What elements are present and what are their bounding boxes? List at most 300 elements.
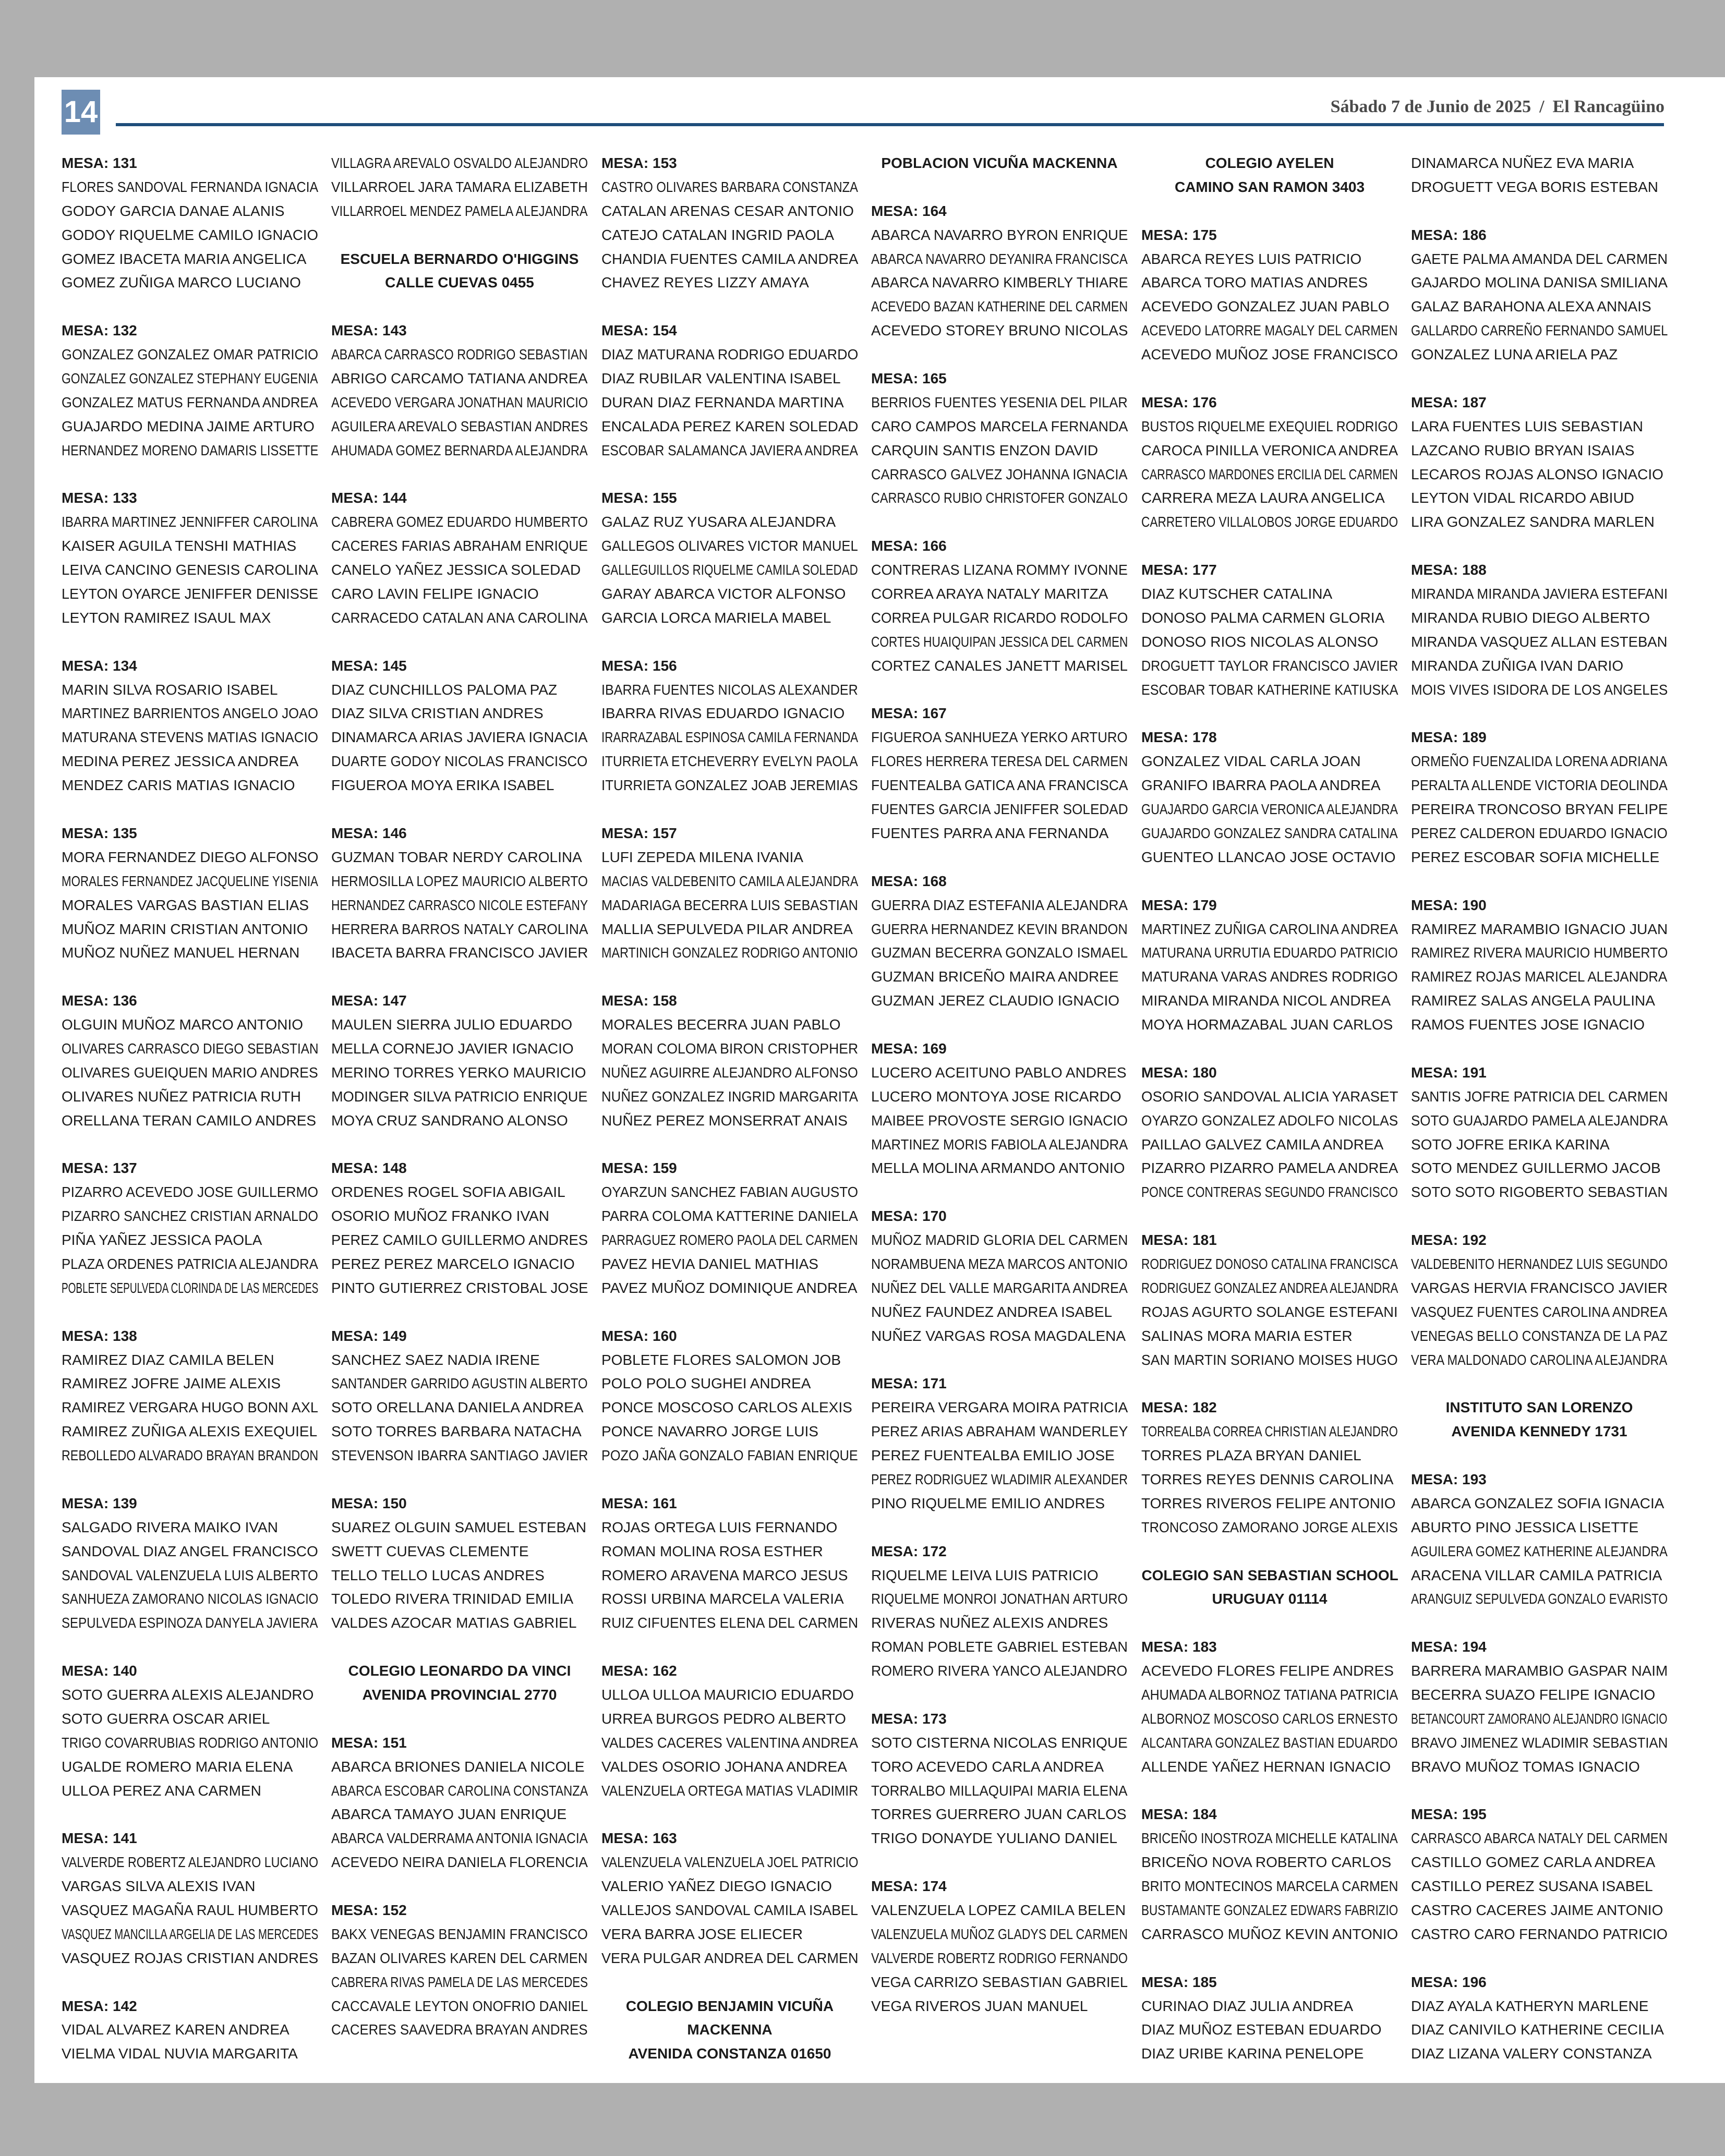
voter-name: VALDES CACERES VALENTINA ANDREA [601, 1734, 859, 1751]
voter-name: PEREZ FUENTEALBA EMILIO JOSE [871, 1447, 1115, 1464]
voter-name: VENEGAS BELLO CONSTANZA DE LA PAZ [1411, 1327, 1668, 1344]
mesa-number: MESA: 193 [1411, 1471, 1487, 1487]
voter-name: LEYTON OYARCE JENIFFER DENISSE [62, 586, 318, 602]
voter-name: RAMIREZ ZUÑIGA ALEXIS EXEQUIEL [62, 1423, 318, 1440]
spacer [871, 678, 1128, 702]
voter-name: DIAZ URIBE KARINA PENELOPE [1141, 2045, 1364, 2062]
voter-name: ROJAS AGURTO SOLANGE ESTEFANI [1141, 1303, 1398, 1320]
voter-name: POBLETE FLORES SALOMON JOB [601, 1351, 841, 1368]
voter-name: RAMIREZ VERGARA HUGO BONN AXL [62, 1399, 318, 1416]
voter-name: TORRALBO MILLAQUIPAI MARIA ELENA [871, 1782, 1128, 1799]
voter-name: MALLIA SEPULVEDA PILAR ANDREA [601, 920, 853, 937]
mesa-number: MESA: 155 [601, 490, 677, 506]
mesa-number: MESA: 179 [1141, 897, 1217, 913]
mesa-number: MESA: 136 [62, 992, 137, 1009]
publication-name: El Rancagüino [1552, 97, 1664, 116]
mesa-number: MESA: 161 [601, 1495, 677, 1511]
voter-name: TRIGO COVARRUBIAS RODRIGO ANTONIO [62, 1734, 319, 1751]
mesa-number: MESA: 188 [1411, 562, 1487, 578]
voter-name: VASQUEZ MAGAÑA RAUL HUMBERTO [62, 1902, 318, 1919]
voter-name: LEYTON VIDAL RICARDO ABIUD [1411, 490, 1634, 506]
voter-name: GUAJARDO MEDINA JAIME ARTURO [62, 418, 315, 434]
voter-name: OYARZUN SANCHEZ FABIAN AUGUSTO [601, 1184, 859, 1201]
header-rule [116, 123, 1664, 126]
voter-name: MERINO TORRES YERKO MAURICIO [331, 1064, 586, 1081]
voter-name: ROMERO ARAVENA MARCO JESUS [601, 1567, 848, 1583]
voter-name: CACCAVALE LEYTON ONOFRIO DANIEL [331, 1997, 588, 2014]
voter-name: CASTRO CARO FERNANDO PATRICIO [1411, 1925, 1668, 1942]
voter-name: SOTO CISTERNA NICOLAS ENRIQUE [871, 1734, 1128, 1751]
voter-name: TORRES REYES DENNIS CAROLINA [1141, 1471, 1394, 1487]
voter-name: GONZALEZ GONZALEZ STEPHANY EUGENIA [62, 370, 318, 387]
column-1 [62, 151, 318, 2066]
voter-name: FLORES SANDOVAL FERNANDA IGNACIA [62, 178, 319, 195]
mesa-number: MESA: 142 [62, 1997, 137, 2014]
voter-name: RAMIREZ JOFRE JAIME ALEXIS [62, 1375, 281, 1392]
mesa-number: MESA: 166 [871, 538, 947, 554]
voter-name: DIAZ AYALA KATHERYN MARLENE [1411, 1997, 1649, 2014]
voter-name: DIAZ MUÑOZ ESTEBAN EDUARDO [1141, 2021, 1382, 2038]
spacer [1141, 1204, 1398, 1228]
voter-name: PEREZ ARIAS ABRAHAM WANDERLEY [871, 1423, 1128, 1440]
mesa-number: MESA: 139 [62, 1495, 137, 1511]
voter-name: CASTRO OLIVARES BARBARA CONSTANZA [601, 178, 859, 195]
voter-name: LUCERO MONTOYA JOSE RICARDO [871, 1088, 1121, 1105]
voter-name: RAMOS FUENTES JOSE IGNACIO [1411, 1016, 1645, 1033]
spacer [871, 1013, 1128, 1037]
voter-name: VALVERDE ROBERTZ RODRIGO FERNANDO [871, 1949, 1128, 1966]
mesa-number: MESA: 151 [331, 1734, 407, 1751]
mesa-number: MESA: 190 [1411, 897, 1487, 913]
voter-name: GAETE PALMA AMANDA DEL CARMEN [1411, 250, 1668, 267]
spacer [601, 1300, 858, 1324]
spacer [62, 1635, 318, 1659]
voter-name: RAMIREZ MARAMBIO IGNACIO JUAN [1411, 920, 1668, 937]
voter-name: RODRIGUEZ DONOSO CATALINA FRANCISCA [1141, 1255, 1398, 1272]
spacer [601, 1635, 858, 1659]
voter-name: ULLOA ULLOA MAURICIO EDUARDO [601, 1687, 854, 1703]
mesa-number: MESA: 135 [62, 825, 137, 841]
voter-name: MOYA HORMAZABAL JUAN CARLOS [1141, 1016, 1393, 1033]
mesa-number: MESA: 194 [1411, 1639, 1487, 1655]
mesa-number: MESA: 196 [1411, 1973, 1487, 1990]
voter-name: MORALES VARGAS BASTIAN ELIAS [62, 897, 309, 913]
mesa-number: MESA: 178 [1141, 729, 1217, 746]
voter-name: ACEVEDO BAZAN KATHERINE DEL CARMEN [871, 298, 1128, 315]
voter-name: MARTINEZ BARRIENTOS ANGELO JOAO [62, 705, 318, 722]
voter-name: LEYTON RAMIREZ ISAUL MAX [62, 609, 271, 626]
voter-name: PIÑA YAÑEZ JESSICA PAOLA [62, 1232, 262, 1249]
voter-name: ROJAS ORTEGA LUIS FERNANDO [601, 1519, 838, 1535]
voter-name: GODOY RIQUELME CAMILO IGNACIO [62, 226, 318, 243]
mesa-number: MESA: 156 [601, 657, 677, 674]
column-5 [1141, 151, 1398, 2066]
voter-name: CURINAO DIAZ JULIA ANDREA [1141, 1997, 1354, 2014]
dateline-separator: / [1539, 97, 1545, 116]
voter-name: POZO JAÑA GONZALO FABIAN ENRIQUE [601, 1447, 858, 1464]
mesa-number: MESA: 167 [871, 705, 947, 722]
voter-name: DIAZ CUNCHILLOS PALOMA PAZ [331, 681, 558, 698]
mesa-number: MESA: 175 [1141, 226, 1217, 243]
mesa-number: MESA: 147 [331, 992, 407, 1009]
voter-name: VALENZUELA MUÑOZ GLADYS DEL CARMEN [871, 1925, 1128, 1942]
voter-name: MAULEN SIERRA JULIO EDUARDO [331, 1016, 573, 1033]
mesa-number: MESA: 138 [62, 1327, 137, 1344]
voter-name: ULLOA PEREZ ANA CARMEN [62, 1782, 261, 1799]
voter-name: ESCOBAR TOBAR KATHERINE KATIUSKA [1141, 681, 1398, 698]
voter-name: VEGA RIVEROS JUAN MANUEL [871, 1997, 1088, 2014]
spacer [601, 965, 858, 989]
voter-name: GOMEZ IBACETA MARIA ANGELICA [62, 250, 307, 267]
mesa-number: MESA: 191 [1411, 1064, 1487, 1081]
mesa-number: MESA: 132 [62, 322, 137, 339]
voter-name: VILLARROEL MENDEZ PAMELA ALEJANDRA [331, 202, 588, 219]
voter-name: CARRASCO MARDONES ERCILIA DEL CARMEN [1141, 466, 1398, 482]
voter-name: LUFI ZEPEDA MILENA IVANIA [601, 849, 803, 865]
voter-name: ORMEÑO FUENZALIDA LORENA ADRIANA [1411, 753, 1668, 770]
spacer [1141, 1611, 1398, 1635]
voter-name: AGUILERA AREVALO SEBASTIAN ANDRES [331, 418, 588, 434]
voter-name: CATALAN ARENAS CESAR ANTONIO [601, 202, 854, 219]
voter-name: CHAVEZ REYES LIZZY AMAYA [601, 274, 809, 291]
spacer [62, 463, 318, 487]
voter-name: LEIVA CANCINO GENESIS CAROLINA [62, 562, 318, 578]
voter-name: TORRES RIVEROS FELIPE ANTONIO [1141, 1495, 1396, 1511]
spacer [871, 175, 1128, 199]
voter-name: FUENTES PARRA ANA FERNANDA [871, 825, 1109, 841]
spacer [1411, 534, 1668, 558]
voter-name: CABRERA RIVAS PAMELA DE LAS MERCEDES [331, 1973, 588, 1990]
voter-name: RIQUELME LEIVA LUIS PATRICIO [871, 1567, 1099, 1583]
venue-heading: COLEGIO LEONARDO DA VINCI [348, 1663, 571, 1679]
voter-name: ROMERO RIVERA YANCO ALEJANDRO [871, 1663, 1128, 1679]
voter-name: MORALES FERNANDEZ JACQUELINE YISENIA [62, 873, 318, 889]
mesa-number: MESA: 148 [331, 1160, 407, 1177]
voter-name: ABARCA TORO MATIAS ANDRES [1141, 274, 1368, 291]
spacer [331, 1874, 588, 1898]
voter-name: SANDOVAL VALENZUELA LUIS ALBERTO [62, 1567, 318, 1583]
voter-name: DUARTE GODOY NICOLAS FRANCISCO [331, 753, 588, 770]
spacer [62, 797, 318, 821]
voter-name: FLORES HERRERA TERESA DEL CARMEN [871, 753, 1128, 770]
voter-name: ABARCA VALDERRAMA ANTONIA IGNACIA [331, 1830, 588, 1847]
mesa-number: MESA: 184 [1141, 1806, 1217, 1823]
venue-heading: URUGUAY 01114 [1212, 1591, 1328, 1607]
voter-name: ABARCA GONZALEZ SOFIA IGNACIA [1411, 1495, 1664, 1511]
voter-name: CHANDIA FUENTES CAMILA ANDREA [601, 250, 859, 267]
voter-name: TRIGO DONAYDE YULIANO DANIEL [871, 1830, 1117, 1847]
voter-name: KAISER AGUILA TENSHI MATHIAS [62, 538, 297, 554]
voter-name: PIZARRO PIZARRO PAMELA ANDREA [1141, 1160, 1398, 1177]
mesa-number: MESA: 145 [331, 657, 407, 674]
voter-name: BARRERA MARAMBIO GASPAR NAIM [1411, 1663, 1668, 1679]
voter-name: ABARCA ESCOBAR CAROLINA CONSTANZA [331, 1782, 588, 1799]
voter-name: TORRES PLAZA BRYAN DANIEL [1141, 1447, 1361, 1464]
voter-name: BRICEÑO INOSTROZA MICHELLE KATALINA [1141, 1830, 1398, 1847]
voter-name: GUZMAN BRICEÑO MAIRA ANDREE [871, 968, 1119, 985]
voter-name: SOTO MENDEZ GUILLERMO JACOB [1411, 1160, 1661, 1177]
voter-name: DONOSO RIOS NICOLAS ALONSO [1141, 633, 1379, 650]
voter-name: VIDAL ALVAREZ KAREN ANDREA [62, 2021, 289, 2038]
voter-name: PAVEZ HEVIA DANIEL MATHIAS [601, 1255, 818, 1272]
voter-name: DIAZ CANIVILO KATHERINE CECILIA [1411, 2021, 1664, 2038]
voter-name: MUÑOZ MARIN CRISTIAN ANTONIO [62, 920, 308, 937]
voter-name: DINAMARCA NUÑEZ EVA MARIA [1411, 155, 1634, 171]
voter-name: PEREZ ESCOBAR SOFIA MICHELLE [1411, 849, 1660, 865]
spacer [871, 1683, 1128, 1707]
venue-heading: AVENIDA PROVINCIAL 2770 [362, 1687, 557, 1703]
voter-name: ACEVEDO LATORRE MAGALY DEL CARMEN [1141, 322, 1398, 339]
voter-name: BUSTAMANTE GONZALEZ EDWARS FABRIZIO [1141, 1902, 1398, 1919]
voter-name: BUSTOS RIQUELME EXEQUIEL RODRIGO [1141, 418, 1398, 434]
voter-name: GRANIFO IBARRA PAOLA ANDREA [1141, 777, 1381, 794]
mesa-number: MESA: 173 [871, 1710, 947, 1727]
voter-name: SANTANDER GARRIDO AGUSTIN ALBERTO [331, 1375, 588, 1392]
voter-name: LUCERO ACEITUNO PABLO ANDRES [871, 1064, 1127, 1081]
voter-name: GONZALEZ GONZALEZ OMAR PATRICIO [62, 346, 319, 363]
voter-name: ESCOBAR SALAMANCA JAVIERA ANDREA [601, 442, 858, 458]
voter-name: ENCALADA PEREZ KAREN SOLEDAD [601, 418, 859, 434]
issue-date: Sábado 7 de Junio de 2025 [1330, 97, 1531, 116]
voter-name: PEREZ PEREZ MARCELO IGNACIO [331, 1255, 575, 1272]
voter-name: ROMAN MOLINA ROSA ESTHER [601, 1543, 823, 1559]
voter-name: GUAJARDO GARCIA VERONICA ALEJANDRA [1141, 801, 1398, 818]
mesa-number: MESA: 165 [871, 370, 947, 387]
voter-name: RUIZ CIFUENTES ELENA DEL CARMEN [601, 1615, 859, 1631]
spacer [1411, 199, 1668, 223]
voter-name: VIELMA VIDAL NUVIA MARGARITA [62, 2045, 298, 2062]
voter-name: MAIBEE PROVOSTE SERGIO IGNACIO [871, 1112, 1128, 1129]
voter-name: TRONCOSO ZAMORANO JORGE ALEXIS [1141, 1519, 1398, 1535]
venue-heading: MACKENNA [687, 2021, 773, 2038]
voter-name: FIGUEROA MOYA ERIKA ISABEL [331, 777, 554, 794]
voter-name: RIVERAS NUÑEZ ALEXIS ANDRES [871, 1615, 1108, 1631]
voter-name: POLO POLO SUGHEI ANDREA [601, 1375, 811, 1392]
voter-name: SOTO TORRES BARBARA NATACHA [331, 1423, 582, 1440]
voter-name: PIZARRO SANCHEZ CRISTIAN ARNALDO [62, 1208, 319, 1225]
voter-name: PEREZ CALDERON EDUARDO IGNACIO [1411, 825, 1668, 841]
voter-name: RAMIREZ SALAS ANGELA PAULINA [1411, 992, 1655, 1009]
voter-name: REBOLLEDO ALVARADO BRAYAN BRANDON [62, 1447, 319, 1464]
voter-name: MODINGER SILVA PATRICIO ENRIQUE [331, 1088, 588, 1105]
spacer [601, 1468, 858, 1492]
voter-name: MELLA MOLINA ARMANDO ANTONIO [871, 1160, 1125, 1177]
column-3 [601, 151, 858, 2066]
voter-name: OLIVARES GUEIQUEN MARIO ANDRES [62, 1064, 318, 1081]
mesa-number: MESA: 159 [601, 1160, 677, 1177]
voter-name: MARTINEZ MORIS FABIOLA ALEJANDRA [871, 1136, 1128, 1153]
mesa-number: MESA: 144 [331, 490, 407, 506]
voter-name: GALAZ BARAHONA ALEXA ANNAIS [1411, 298, 1651, 315]
spacer [1141, 1037, 1398, 1061]
voter-name: ABARCA REYES LUIS PATRICIO [1141, 250, 1362, 267]
voter-name: HERMOSILLA LOPEZ MAURICIO ALBERTO [331, 873, 588, 889]
voter-name: VASQUEZ ROJAS CRISTIAN ANDRES [62, 1949, 319, 1966]
spacer [601, 295, 858, 319]
mesa-number: MESA: 141 [62, 1830, 137, 1847]
mesa-number: MESA: 163 [601, 1830, 677, 1847]
mesa-number: MESA: 150 [331, 1495, 407, 1511]
voter-name: PERALTA ALLENDE VICTORIA DEOLINDA [1411, 777, 1668, 794]
mesa-number: MESA: 143 [331, 322, 407, 339]
mesa-number: MESA: 152 [331, 1902, 407, 1919]
voter-name: ACEVEDO STOREY BRUNO NICOLAS [871, 322, 1128, 339]
voter-name: PEREIRA TRONCOSO BRYAN FELIPE [1411, 801, 1668, 818]
voter-name: ABARCA NAVARRO KIMBERLY THIARE [871, 274, 1128, 291]
mesa-number: MESA: 149 [331, 1327, 407, 1344]
voter-name: TORRES GUERRERO JUAN CARLOS [871, 1806, 1127, 1823]
mesa-number: MESA: 187 [1411, 394, 1487, 410]
spacer [1411, 1037, 1668, 1061]
voter-name: SANDOVAL DIAZ ANGEL FRANCISCO [62, 1543, 318, 1559]
voter-name: RAMIREZ ROJAS MARICEL ALEJANDRA [1411, 968, 1668, 985]
voter-name: MARTINICH GONZALEZ RODRIGO ANTONIO [601, 944, 858, 961]
voter-name: RODRIGUEZ GONZALEZ ANDREA ALEJANDRA [1141, 1279, 1398, 1296]
voter-name: LAZCANO RUBIO BRYAN ISAIAS [1411, 442, 1635, 458]
voter-name: TOLEDO RIVERA TRINIDAD EMILIA [331, 1591, 574, 1607]
voter-name: NUÑEZ VARGAS ROSA MAGDALENA [871, 1327, 1126, 1344]
mesa-number: MESA: 174 [871, 1878, 947, 1895]
voter-name: GAJARDO MOLINA DANISA SMILIANA [1411, 274, 1668, 291]
voter-name: MIRANDA MIRANDA NICOL ANDREA [1141, 992, 1391, 1009]
voter-name: AHUMADA ALBORNOZ TATIANA PATRICIA [1141, 1687, 1398, 1703]
voter-name: DIAZ MATURANA RODRIGO EDUARDO [601, 346, 859, 363]
voter-name: CARRASCO RUBIO CHRISTOFER GONZALO [871, 490, 1128, 506]
mesa-number: MESA: 162 [601, 1663, 677, 1679]
voter-name: TORREALBA CORREA CHRISTIAN ALEJANDRO [1141, 1423, 1398, 1440]
voter-name: MIRANDA MIRANDA JAVIERA ESTEFANI [1411, 586, 1668, 602]
voter-name: MORALES BECERRA JUAN PABLO [601, 1016, 841, 1033]
voter-name: STEVENSON IBARRA SANTIAGO JAVIER [331, 1447, 588, 1464]
spacer [1411, 1204, 1668, 1228]
spacer [331, 1133, 588, 1157]
voter-name: ORELLANA TERAN CAMILO ANDRES [62, 1112, 317, 1129]
voter-name: GALLEGOS OLIVARES VICTOR MANUEL [601, 538, 858, 554]
voter-name: SOTO GUERRA OSCAR ARIEL [62, 1710, 270, 1727]
spacer [331, 295, 588, 319]
voter-name: MUÑOZ NUÑEZ MANUEL HERNAN [62, 944, 300, 961]
voter-name: MIRANDA RUBIO DIEGO ALBERTO [1411, 609, 1650, 626]
voter-name: PINTO GUTIERREZ CRISTOBAL JOSE [331, 1279, 588, 1296]
voter-name: MATURANA STEVENS MATIAS IGNACIO [62, 729, 319, 746]
mesa-number: MESA: 134 [62, 657, 137, 674]
spacer [1141, 1540, 1398, 1564]
voter-name: ABARCA NAVARRO BYRON ENRIQUE [871, 226, 1128, 243]
voter-name: ACEVEDO NEIRA DANIELA FLORENCIA [331, 1854, 588, 1871]
voter-name: CONTRERAS LIZANA ROMMY IVONNE [871, 562, 1128, 578]
spacer [1141, 1372, 1398, 1396]
voter-name: MATURANA URRUTIA EDUARDO PATRICIO [1141, 944, 1398, 961]
voter-name: UGALDE ROMERO MARIA ELENA [62, 1758, 293, 1775]
spacer [331, 463, 588, 487]
voter-name: MIRANDA VASQUEZ ALLAN ESTEBAN [1411, 633, 1668, 650]
spacer [1141, 869, 1398, 893]
spacer [331, 1468, 588, 1492]
voter-name: VALDES AZOCAR MATIAS GABRIEL [331, 1615, 577, 1631]
voter-name: ORDENES ROGEL SOFIA ABIGAIL [331, 1184, 565, 1201]
voter-name: CORTES HUAIQUIPAN JESSICA DEL CARMEN [871, 633, 1128, 650]
mesa-number: MESA: 171 [871, 1375, 947, 1392]
spacer [871, 1180, 1128, 1204]
spacer [331, 223, 588, 247]
voter-name: MORAN COLOMA BIRON CRISTOPHER [601, 1040, 859, 1057]
voter-name: CORREA ARAYA NATALY MARITZA [871, 586, 1108, 602]
mesa-number: MESA: 160 [601, 1327, 677, 1344]
mesa-number: MESA: 189 [1411, 729, 1487, 746]
voter-name: MATURANA VARAS ANDRES RODRIGO [1141, 968, 1398, 985]
venue-heading: CAMINO SAN RAMON 3403 [1174, 178, 1365, 195]
voter-name: SANCHEZ SAEZ NADIA IRENE [331, 1351, 540, 1368]
voter-name: VILLARROEL JARA TAMARA ELIZABETH [331, 178, 588, 195]
voter-name: ABARCA TAMAYO JUAN ENRIQUE [331, 1806, 567, 1823]
voter-name: AGUILERA GOMEZ KATHERINE ALEJANDRA [1411, 1543, 1668, 1559]
voter-name: VASQUEZ MANCILLA ARGELIA DE LAS MERCEDES [62, 1925, 319, 1942]
voter-name: ACEVEDO GONZALEZ JUAN PABLO [1141, 298, 1390, 315]
voter-name: OLIVARES NUÑEZ PATRICIA RUTH [62, 1088, 301, 1105]
mesa-number: MESA: 157 [601, 825, 677, 841]
voter-name: VILLAGRA AREVALO OSVALDO ALEJANDRO [331, 155, 588, 171]
spacer [1141, 534, 1398, 558]
column-2 [331, 151, 588, 2042]
spacer [331, 1635, 588, 1659]
voter-name: SOTO GUERRA ALEXIS ALEJANDRO [62, 1687, 314, 1703]
voter-name: BRITO MONTECINOS MARCELA CARMEN [1141, 1878, 1398, 1895]
voter-name: SUAREZ OLGUIN SAMUEL ESTEBAN [331, 1519, 587, 1535]
mesa-number: MESA: 140 [62, 1663, 137, 1679]
voter-name: BETANCOURT ZAMORANO ALEJANDRO IGNACIO [1411, 1710, 1668, 1727]
voter-name: CARQUIN SANTIS ENZON DAVID [871, 442, 1099, 458]
spacer [1411, 1946, 1668, 1970]
voter-name: MENDEZ CARIS MATIAS IGNACIO [62, 777, 295, 794]
spacer [601, 630, 858, 654]
voter-name: VALDES OSORIO JOHANA ANDREA [601, 1758, 847, 1775]
voter-name: FIGUEROA SANHUEZA YERKO ARTURO [871, 729, 1128, 746]
mesa-number: MESA: 177 [1141, 562, 1217, 578]
voter-name: CARRETERO VILLALOBOS JORGE EDUARDO [1141, 514, 1398, 530]
voter-name: DIAZ KUTSCHER CATALINA [1141, 586, 1333, 602]
venue-heading: CALLE CUEVAS 0455 [385, 274, 534, 291]
dateline [1331, 97, 1664, 117]
voter-name: CAROCA PINILLA VERONICA ANDREA [1141, 442, 1398, 458]
mesa-number: MESA: 133 [62, 490, 137, 506]
voter-name: OLIVARES CARRASCO DIEGO SEBASTIAN [62, 1040, 319, 1057]
voter-name: CARRACEDO CATALAN ANA CAROLINA [331, 609, 588, 626]
spacer [331, 630, 588, 654]
voter-name: MOYA CRUZ SANDRANO ALONSO [331, 1112, 568, 1129]
voter-name: DONOSO PALMA CARMEN GLORIA [1141, 609, 1385, 626]
voter-name: FUENTES GARCIA JENIFFER SOLEDAD [871, 801, 1128, 818]
spacer [62, 965, 318, 989]
spacer [871, 510, 1128, 534]
voter-name: MORA FERNANDEZ DIEGO ALFONSO [62, 849, 319, 865]
mesa-number: MESA: 186 [1411, 226, 1487, 243]
spacer [1141, 1946, 1398, 1970]
voter-name: BRAVO MUÑOZ TOMAS IGNACIO [1411, 1758, 1640, 1775]
voter-name: DROGUETT TAYLOR FRANCISCO JAVIER [1141, 657, 1398, 674]
spacer [62, 1133, 318, 1157]
voter-name: SAN MARTIN SORIANO MOISES HUGO [1141, 1351, 1398, 1368]
spacer [1411, 1611, 1668, 1635]
spacer [62, 1468, 318, 1492]
voter-name: NUÑEZ FAUNDEZ ANDREA ISABEL [871, 1303, 1113, 1320]
voter-name: ABARCA BRIONES DANIELA NICOLE [331, 1758, 585, 1775]
voter-name: VERA BARRA JOSE ELIECER [601, 1925, 803, 1942]
voter-name: GALLARDO CARREÑO FERNANDO SAMUEL [1411, 322, 1668, 339]
voter-name: MELLA CORNEJO JAVIER IGNACIO [331, 1040, 574, 1057]
page-number: 14 [62, 90, 100, 135]
voter-name: VALERIO YAÑEZ DIEGO IGNACIO [601, 1878, 832, 1895]
spacer [1411, 1779, 1668, 1803]
